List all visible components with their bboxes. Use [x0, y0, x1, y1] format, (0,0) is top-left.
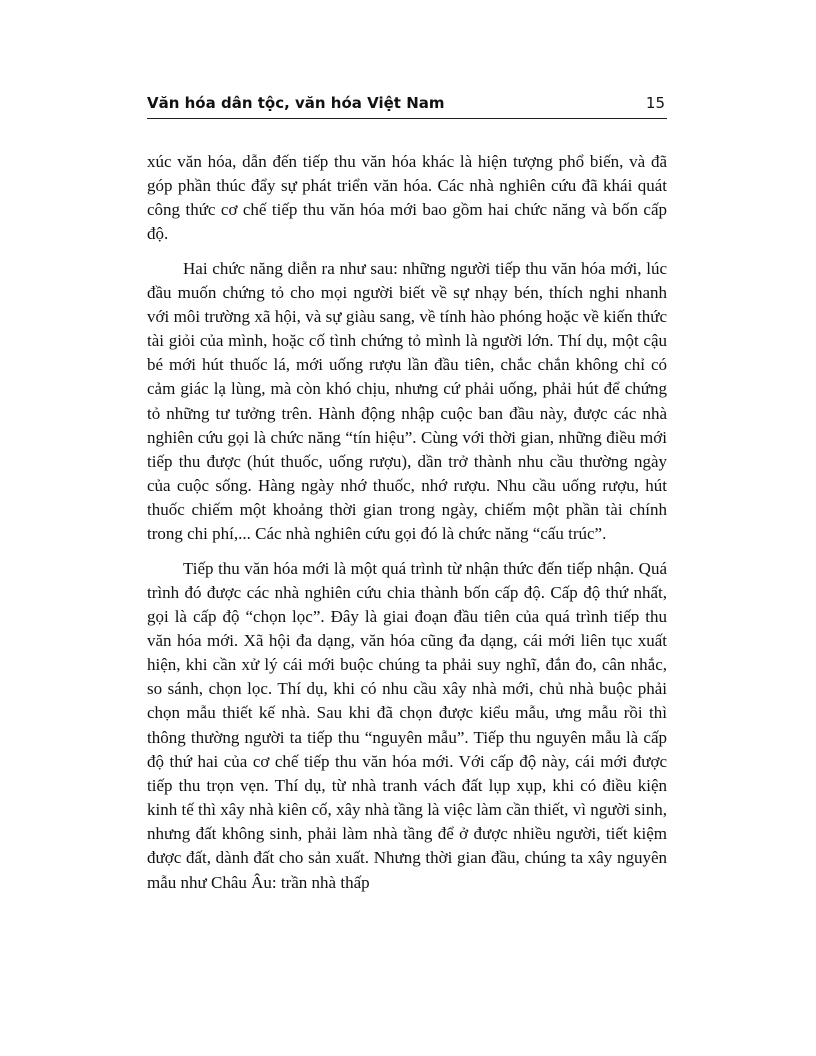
header-divider: [147, 118, 667, 119]
paragraph-two-functions: Hai chức năng diễn ra như sau: những người tiếp thu văn hóa mới, lúc đầu muốn chứng tỏ cho mọi người biết về sự nhạy bén, thích nghi nhanh với môi trường xã hội, và sự giàu sang, về tính hào phóng hoặc về kiến thức tài giỏi của mình, hoặc cố tình chứng tỏ mình là người lớn. Thí dụ, một cậu bé mới hút thuốc lá, mới uống rượu lần đầu tiên, chắc chắn không chỉ có cảm giác lạ lùng, mà còn khó chịu, nhưng cứ phải uống, phải hút để chứng tỏ những tư tưởng trên. Hành động nhập cuộc ban đầu này, được các nhà nghiên cứu gọi là chức năng “tín hiệu”. Cùng với thời gian, những điều mới tiếp thu được (hút thuốc, uống rượu), dần trở thành nhu cầu thường ngày của cuộc sống. Hàng ngày nhớ thuốc, nhớ rượu. Nhu cầu uống rượu, hút thuốc chiếm một khoảng thời gian trong ngày, chiếm một phần tài chính trong chi phí,... Các nhà nghiên cứu gọi đó là chức năng “cấu trúc”.: [147, 258, 667, 544]
page-body: [147, 150, 667, 905]
page-number: 15: [645, 94, 665, 112]
paragraph-four-levels: Tiếp thu văn hóa mới là một quá trình từ nhận thức đến tiếp nhận. Quá trình đó được các nhà nghiên cứu chia thành bốn cấp độ. Cấp độ thứ nhất, gọi là cấp độ “chọn lọc”. Đây là giai đoạn đầu tiên của quá trình tiếp thu văn hóa mới. Xã hội đa dạng, văn hóa cũng đa dạng, cái mới liên tục xuất hiện, khi cần xử lý cái mới buộc chúng ta phải suy nghĩ, đắn đo, cân nhắc, so sánh, chọn lọc. Thí dụ, khi có nhu cầu xây nhà mới, chủ nhà buộc phải chọn mẫu thiết kế nhà. Sau khi đã chọn được kiểu mẫu, ưng mẫu rồi thì thông thường người ta tiếp thu “nguyên mẫu”. Tiếp thu nguyên mẫu là cấp độ thứ hai của cơ chế tiếp thu văn hóa mới. Với cấp độ này, cái mới được tiếp thu trọn vẹn. Thí dụ, từ nhà tranh vách đất lụp xụp, khi có điều kiện kinh tế thì xây nhà kiên cố, xây nhà tầng là việc làm cần thiết, vì người sinh, nhưng đất không sinh, phải làm nhà tầng để ở được nhiều người, tiết kiệm được đất, dành đất cho sản xuất. Nhưng thời gian đầu, chúng ta xây nguyên mẫu như Châu Âu: trần nhà thấp: [147, 558, 667, 892]
running-header-title: Văn hóa dân tộc, văn hóa Việt Nam: [147, 94, 445, 112]
running-header: [147, 92, 667, 120]
paragraph-continued: xúc văn hóa, dẫn đến tiếp thu văn hóa khác là hiện tượng phổ biến, và đã góp phần thúc đẩy sự phát triển văn hóa. Các nhà nghiên cứu đã khái quát công thức cơ chế tiếp thu văn hóa mới bao gồm hai chức năng và bốn cấp độ.: [147, 152, 667, 244]
